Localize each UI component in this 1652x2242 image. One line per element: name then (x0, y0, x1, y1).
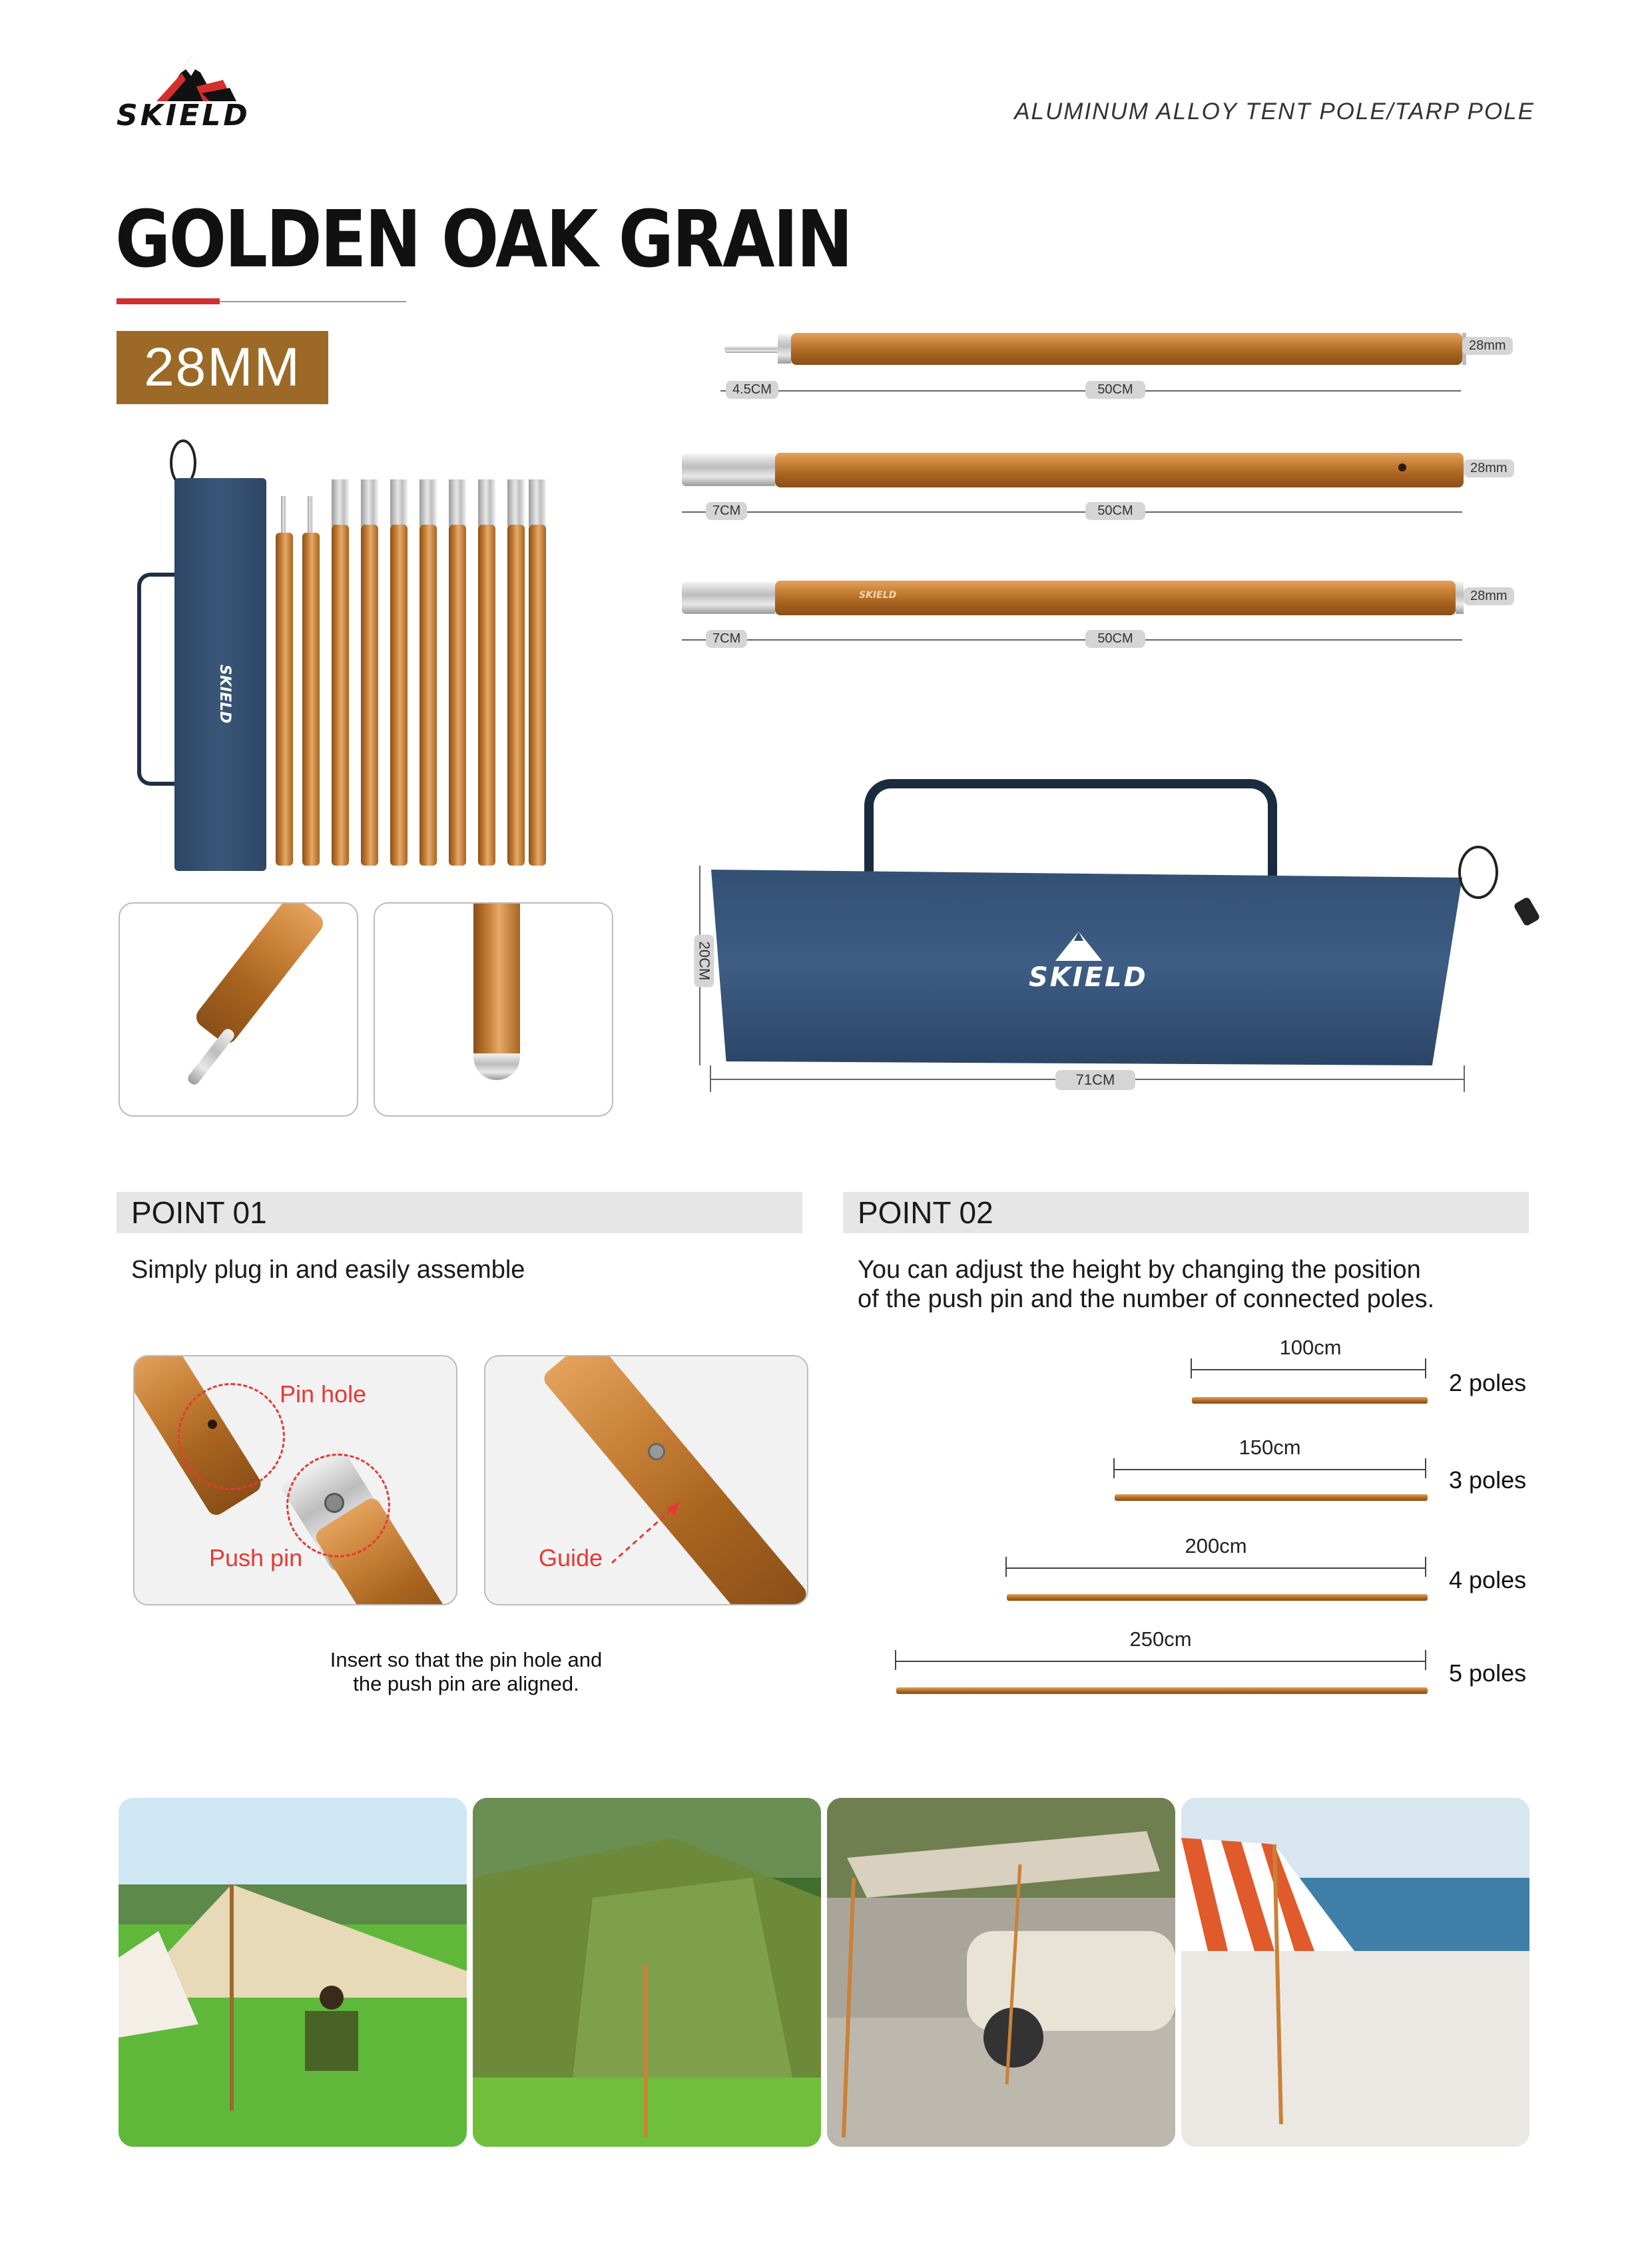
scene-photo-car-awning (827, 1798, 1175, 2147)
bag-height-label: 20CM (694, 935, 714, 987)
pole (478, 525, 495, 866)
height-row-3-poles (0, 1432, 1652, 1518)
pole (390, 525, 408, 866)
dimension-tick (1425, 1650, 1426, 1670)
pole-tip (724, 346, 784, 353)
guide-callout: Guide (539, 1544, 603, 1571)
dimension-tick (1191, 1358, 1192, 1378)
bag-drawstring (1458, 846, 1498, 899)
dimension-tick (1425, 1557, 1426, 1577)
dimension-arrow (1192, 1369, 1425, 1370)
pole-body (791, 333, 1462, 365)
pole-tip (419, 479, 437, 526)
dimension-arrow (1007, 1567, 1425, 1569)
pole-length-label: 50CM (1085, 381, 1145, 399)
pole (507, 525, 525, 866)
bag-logo-vertical: SKIELD (216, 665, 233, 724)
pole-tip (361, 479, 378, 526)
mountain-logo-icon (1049, 929, 1109, 962)
detail-photo-pin-end (119, 902, 358, 1117)
diameter-label: 28mm (1464, 587, 1514, 605)
pole-tip (507, 479, 525, 526)
dimension-tick (1464, 1065, 1465, 1092)
pole (361, 525, 378, 866)
assembled-pole (1115, 1494, 1428, 1501)
dimension-line (682, 511, 1462, 513)
assembled-pole (896, 1687, 1428, 1694)
pole-count-label: 4 poles (1449, 1566, 1527, 1593)
height-row-5-poles (0, 1623, 1652, 1710)
mountain-logo-icon (117, 47, 250, 107)
bag-toggle (1513, 896, 1541, 927)
size-badge: 28MM (117, 331, 328, 404)
scene-photo-green-tent (473, 1798, 821, 2147)
dimension-arrow (896, 1661, 1425, 1662)
pole-count-label: 5 poles (1449, 1659, 1527, 1687)
pole-count-label: 2 poles (1449, 1369, 1527, 1396)
height-length-label: 100cm (1279, 1336, 1342, 1359)
pole-tip (478, 479, 495, 526)
pole-tip (682, 582, 775, 614)
dimension-arrow (1115, 1469, 1425, 1470)
pole-tip (308, 496, 313, 536)
tip-length-label: 4.5CM (726, 381, 778, 399)
pole-count-label: 3 poles (1449, 1466, 1527, 1494)
pole-end-cap (1456, 582, 1464, 614)
pole-body (775, 453, 1464, 487)
pole-tip (449, 479, 466, 526)
dimension-tick (1425, 1458, 1426, 1478)
dimension-tick (895, 1650, 896, 1670)
page-title: GOLDEN OAK GRAIN (115, 193, 852, 285)
pin-hole (1398, 463, 1406, 471)
detail-photo-cap-end (374, 902, 613, 1117)
point-02-description-line-2: of the push pin and the number of connected poles. (858, 1285, 1435, 1313)
pole-tip (682, 454, 775, 486)
tip-length-label: 7CM (706, 502, 747, 520)
pole-tip (281, 496, 286, 536)
pole-length-label: 50CM (1085, 630, 1145, 648)
point-02-heading: POINT 02 (843, 1192, 1529, 1233)
alignment-note-line-1: Insert so that the pin hole and (330, 1648, 603, 1671)
height-row-2-poles (0, 1332, 1652, 1418)
point-02-description-line-1: You can adjust the height by changing the position (858, 1256, 1421, 1284)
assembled-pole (1007, 1594, 1428, 1601)
pole-tip (332, 479, 349, 526)
scene-photo-beach-tarp (1181, 1798, 1529, 2147)
height-length-label: 150cm (1239, 1436, 1301, 1459)
pole-diagram-row-3 (679, 575, 1525, 662)
pole-length-label: 50CM (1085, 502, 1145, 520)
dimension-tick (1425, 1358, 1426, 1378)
height-row-4-poles (0, 1530, 1652, 1617)
brand-name: SKIELD (117, 99, 250, 133)
diameter-label: 28mm (1462, 337, 1513, 355)
pin-hole-callout: Pin hole (280, 1380, 367, 1408)
pole (449, 525, 466, 866)
point-01-heading: POINT 01 (117, 1192, 802, 1233)
height-length-label: 250cm (1129, 1627, 1192, 1651)
pole-tip (529, 479, 546, 526)
push-pin-callout: Push pin (209, 1544, 303, 1571)
pole (419, 525, 437, 866)
bag-logo: SKIELD (1029, 962, 1148, 993)
pole (302, 533, 320, 866)
brand-logo (117, 47, 250, 133)
pole-diagram-row-1 (712, 326, 1525, 413)
pole-logo: SKIELD (859, 590, 897, 601)
dimension-tick (1005, 1557, 1007, 1577)
alignment-note-line-2: the push pin are aligned. (353, 1672, 579, 1695)
assembled-pole (1192, 1397, 1428, 1404)
carry-bag-vertical (174, 478, 266, 871)
pole-diagram-row-2 (679, 447, 1525, 534)
point-01-description: Simply plug in and easily assemble (131, 1256, 525, 1284)
pole-set-vertical (273, 479, 553, 866)
document-subtitle: ALUMINUM ALLOY TENT POLE/TARP POLE (1014, 99, 1535, 125)
pole-tip (390, 479, 408, 526)
bag-width-label: 71CM (1055, 1070, 1135, 1090)
pole (529, 525, 546, 866)
tip-length-label: 7CM (706, 630, 747, 648)
dimension-tick (1113, 1458, 1115, 1478)
dimension-line (682, 639, 1462, 641)
scene-photo-tarp-meadow (119, 1798, 467, 2147)
diameter-label: 28mm (1464, 459, 1514, 477)
pole-collar (778, 334, 791, 364)
dimension-tick (710, 1065, 711, 1092)
pole (332, 525, 349, 866)
height-length-label: 200cm (1185, 1534, 1247, 1557)
title-underline (220, 301, 406, 302)
point-02-description (858, 1255, 1434, 1314)
pole (276, 533, 293, 866)
title-underline-accent (117, 298, 220, 304)
